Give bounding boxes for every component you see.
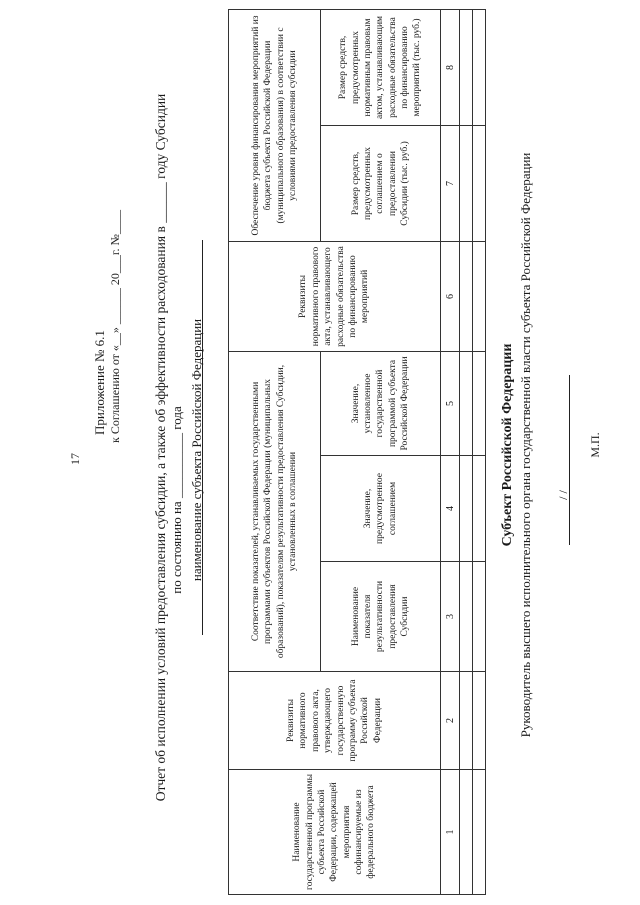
table-cell: [473, 351, 486, 455]
page-number: 17: [68, 453, 82, 465]
table-cell: [460, 562, 473, 672]
header-col-5: Значение, установленное государственной программой субъекта Российской Федерации: [321, 351, 441, 455]
column-number: 1: [441, 770, 460, 895]
table-cell: [473, 456, 486, 562]
column-number: 4: [441, 456, 460, 562]
report-title: Отчет об исполнении условий предоставления субсидии, а также об эффективности расходования в ______ году Субсидии: [153, 93, 168, 802]
appendix-title: Приложение № 6.1: [92, 330, 107, 435]
column-number: 8: [441, 9, 460, 125]
table-cell: [460, 125, 473, 241]
column-numbers-row: [441, 9, 460, 894]
table-cell: [460, 456, 473, 562]
head-footer-caption: Руководитель высшего исполнительного органа государственной власти субъекта Российской Федерации: [518, 152, 533, 738]
table-cell: [473, 241, 486, 351]
report-table: [228, 9, 486, 895]
header-col-2: Реквизиты нормативного правового акта, утверждающего государственную программу субъекта Российской Федерации: [229, 672, 441, 770]
table-cell: [460, 672, 473, 770]
header-group-financing: Обеспечение уровня финансирования мероприятий из бюджета субъекта Российской Федерации (муниципального образования) в соответствии с условиями предоставления субсидии: [229, 9, 321, 241]
table-cell: [473, 125, 486, 241]
table-cell: [460, 770, 473, 895]
header-col-7: Размер средств, предусмотренных соглашением о предоставлении Субсидии (тыс. руб.): [321, 125, 441, 241]
header-col-3: Наименование показателя результативности предоставления Субсидии: [321, 562, 441, 672]
table-row: [473, 9, 486, 894]
column-number: 6: [441, 241, 460, 351]
table-row: [460, 9, 473, 894]
column-number: 7: [441, 125, 460, 241]
report-as-of: по состоянию на __________ года: [169, 406, 184, 594]
column-number: 3: [441, 562, 460, 672]
table-cell: [473, 562, 486, 672]
table-cell: [460, 9, 473, 125]
header-group-indicators: Соответствие показателей, устанавливаемых государственными программами субъектов Российской Федерации (муниципальных образований), показателям результативности предоставления Субсидии, установленных в соглашении: [229, 351, 321, 671]
signature-line: / /: [556, 490, 570, 500]
table-cell: [473, 770, 486, 895]
table-cell: [460, 351, 473, 455]
column-number: 5: [441, 351, 460, 455]
subject-footer-title: Субъект Российской Федерации: [500, 343, 515, 547]
table-cell: [460, 241, 473, 351]
column-number: 2: [441, 672, 460, 770]
subject-name-caption: наименование субъекта Российской Федерации: [189, 318, 204, 582]
appendix-agreement: к Соглашению от «__» ______ 20___г. №____: [108, 210, 122, 443]
header-col-1: Наименование государственной программы субъекта Российской Федерации, содержащей мероприятия софинансируемые из федерального бюджета: [229, 770, 441, 895]
stamp-label: М.П.: [588, 432, 602, 458]
header-col-6: Реквизиты нормативного правового акта, устанавливающего расходные обязательства по финансированию мероприятий: [229, 241, 441, 351]
header-col-8: Размер средств, предусмотренных нормативным правовым актом, устанавливающим расходные обязательства по финансированию мероприятий (тыс. руб.): [321, 9, 441, 125]
header-col-4: Значение, предусмотренное соглашением: [321, 456, 441, 562]
table-cell: [473, 9, 486, 125]
table-cell: [473, 672, 486, 770]
